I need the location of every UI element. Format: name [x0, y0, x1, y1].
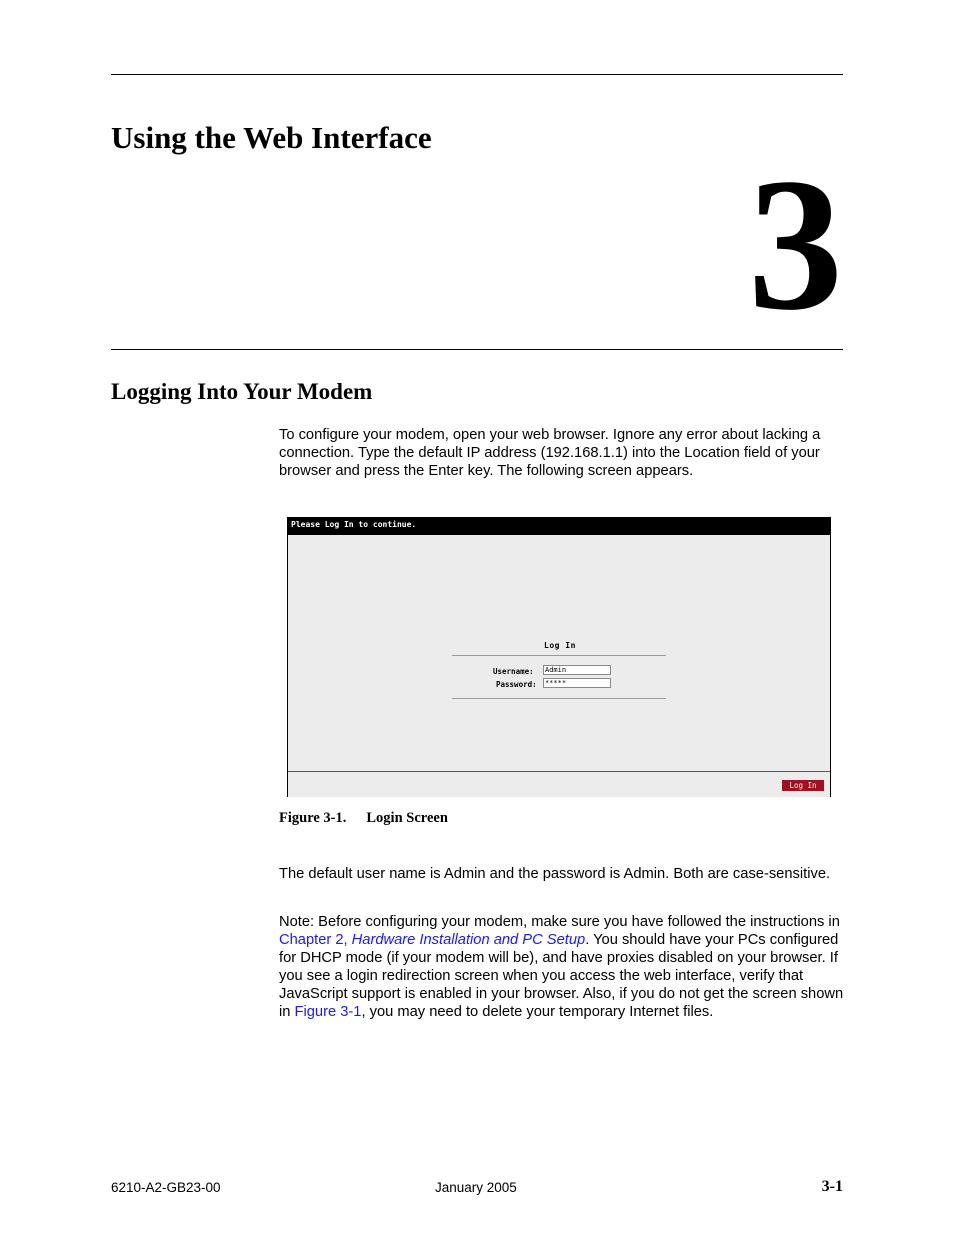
divider: [452, 655, 666, 656]
window-title: Please Log In to continue.: [291, 520, 417, 529]
chapter-title: Using the Web Interface: [111, 120, 432, 155]
footer-date: January 2005: [435, 1180, 517, 1195]
figure-caption-number: Figure 3-1.: [279, 810, 347, 826]
username-label: Username:: [493, 667, 534, 676]
figure-caption-title: Login Screen: [366, 810, 448, 826]
footer-doc-id: 6210-A2-GB23-00: [111, 1180, 221, 1195]
divider: [452, 698, 666, 699]
figure-caption: [279, 810, 448, 827]
note-text-1: Note: Before configuring your modem, make sure you have followed the instructions in: [279, 914, 840, 930]
login-screen-figure: [287, 517, 831, 797]
note-paragraph: [279, 913, 847, 1021]
intro-paragraph: To configure your modem, open your web browser. Ignore any error about lacking a connection. Type the default IP address (192.168.1.1) into the Location field of your browser and press the Enter key. The following screen appears.: [279, 427, 821, 479]
note-text-3: , you may need to delete your temporary Internet files.: [361, 1004, 714, 1020]
window-titlebar: [288, 518, 830, 535]
footer-page-number: 3-1: [821, 1178, 843, 1195]
login-button[interactable]: Log In: [782, 780, 824, 791]
figure-3-1-link[interactable]: Figure 3-1: [294, 1004, 362, 1020]
chapter-rule: [111, 349, 843, 350]
default-credentials-paragraph: The default user name is Admin and the password is Admin. Both are case-sensitive.: [279, 866, 831, 882]
figure-footer-bar: [288, 771, 830, 797]
chapter-number: 3: [748, 140, 843, 350]
note-text-2: . You should have your PCs configured for DHCP mode (if your modem will be), and have proxies disabled on your browser. If you see a login redirection screen when you access the web interface, verify that JavaScript support is enabled in your browser. Also, if you do not get the screen shown in: [279, 932, 844, 1020]
top-rule: [111, 74, 843, 75]
password-input[interactable]: *****: [543, 678, 611, 688]
login-heading: Log In: [544, 641, 576, 650]
username-input[interactable]: Admin: [543, 665, 611, 675]
login-panel: [288, 535, 830, 771]
section-title: Logging Into Your Modem: [111, 379, 373, 404]
password-label: Password:: [496, 680, 537, 689]
chapter-2-link[interactable]: Chapter 2,: [279, 932, 352, 948]
hardware-installation-link[interactable]: Hardware Installation and PC Setup: [351, 932, 586, 948]
